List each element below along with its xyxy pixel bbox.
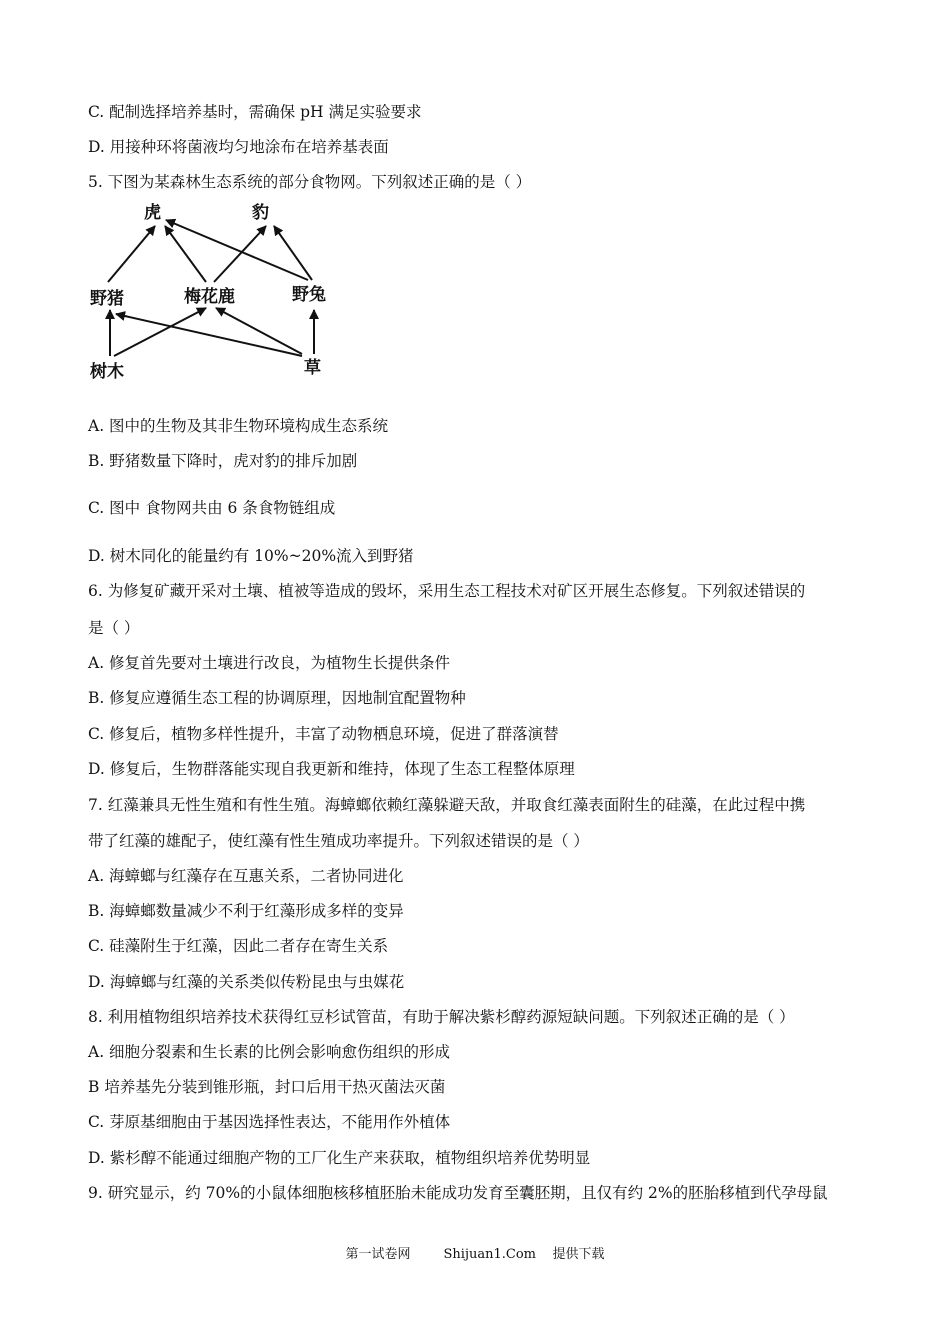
arrow-hare-to-tiger [166,220,308,280]
option-8d: D. 紫杉醇不能通过细胞产物的工厂化生产来获取，植物组织培养优势明显 [88,1149,591,1167]
option-6a: A. 修复首先要对土壤进行改良，为植物生长提供条件 [88,654,451,672]
option-5d: D. 树木同化的能量约有 10%~20%流入到野猪 [88,547,414,565]
node-tiger: 虎 [144,203,161,223]
question-7-stem-line-1: 7. 红藻兼具无性生殖和有性生殖。海蟑螂依赖红藻躲避天敌，并取食红藻表面附生的硅藻，在此过程中携 [88,796,806,814]
question-9-stem: 9. 研究显示，约 70%的小鼠体细胞核移植胚胎未能成功发育至囊胚期，且仅有约 2%的胚胎移植到代孕母鼠 [88,1184,828,1202]
arrow-boar-to-tiger [108,226,155,282]
option-8a: A. 细胞分裂素和生长素的比例会影响愈伤组织的形成 [88,1043,451,1061]
question-8-stem: 8. 利用植物组织培养技术获得红豆杉试管苗，有助于解决紫杉醇药源短缺问题。下列叙述正确的是（ ） [88,1008,795,1026]
option-5a: A. 图中的生物及其非生物环境构成生态系统 [88,417,389,435]
question-6-stem-line-1: 6. 为修复矿藏开采对土壤、植被等造成的毁坏，采用生态工程技术对矿区开展生态修复。下列叙述错误的 [88,582,806,600]
node-leopard: 豹 [252,203,269,223]
option-5b: B. 野猪数量下降时，虎对豹的排斥加剧 [88,452,358,470]
option-8c: C. 芽原基细胞由于基因选择性表达，不能用作外植体 [88,1113,451,1131]
option-6b: B. 修复应遵循生态工程的协调原理，因地制宜配置物种 [88,689,466,707]
option-4c: C. 配制选择培养基时，需确保 pH 满足实验要求 [88,103,422,121]
question-6-stem-line-2: 是（ ） [88,619,140,637]
option-8b: B 培养基先分装到锥形瓶，封口后用干热灭菌法灭菌 [88,1078,446,1096]
option-4d: D. 用接种环将菌液均匀地涂布在培养基表面 [88,138,389,156]
question-7-stem-line-2: 带了红藻的雄配子，使红藻有性生殖成功率提升。下列叙述错误的是（ ） [88,832,589,850]
option-7d: D. 海蟑螂与红藻的关系类似传粉昆虫与虫媒花 [88,973,405,991]
option-7a: A. 海蟑螂与红藻存在互惠关系，二者协同进化 [88,867,404,885]
option-5c: C. 图中 食物网共由 6 条食物链组成 [88,499,336,517]
node-boar: 野猪 [90,289,124,309]
question-5-stem: 5. 下图为某森林生态系统的部分食物网。下列叙述正确的是（ ） [88,173,532,191]
node-grass: 草 [304,358,321,378]
option-6d: D. 修复后，生物群落能实现自我更新和维持，体现了生态工程整体原理 [88,760,575,778]
page-footer: 第一试卷网 Shijuan1.Com 提供下载 [345,1247,605,1262]
option-6c: C. 修复后，植物多样性提升，丰富了动物栖息环境，促进了群落演替 [88,725,559,743]
node-hare: 野兔 [292,285,326,305]
node-deer: 梅花鹿 [184,287,235,307]
arrow-hare-to-leopard [274,226,312,280]
option-7c: C. 硅藻附生于红藻，因此二者存在寄生关系 [88,937,389,955]
arrow-grass-to-boar [116,314,302,356]
option-7b: B. 海蟑螂数量减少不利于红藻形成多样的变异 [88,902,404,920]
food-web-diagram [80,196,350,386]
arrow-deer-to-leopard [214,226,266,282]
node-tree: 树木 [90,362,124,382]
